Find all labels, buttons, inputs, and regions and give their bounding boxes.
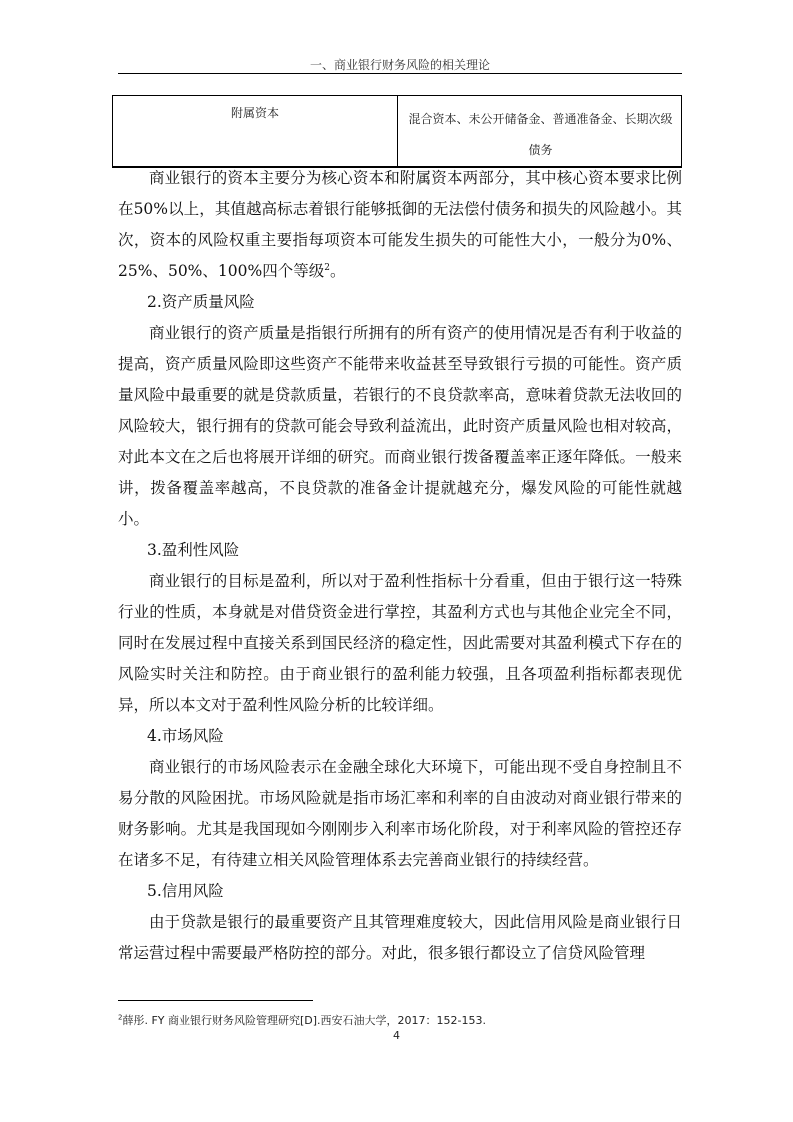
paragraph-credit-risk: 由于贷款是银行的最重要资产且其管理难度较大，因此信用风险是商业银行日常运营过程中需要最严格防控的部分。对此，很多银行都设立了信贷风险管理 [118, 913, 682, 962]
body-text [118, 163, 682, 969]
footnote-rule [118, 1000, 313, 1001]
table-cell-value-line1: 混合资本、未公开储备金、普通准备金、长期次级 [408, 112, 673, 126]
table-cell-value-line2: 债务 [528, 143, 553, 157]
paragraph-capital-end: 。 [329, 262, 346, 280]
footnote-text: 薛彤. FY 商业银行财务风险管理研究[D].西安石油大学，2017：152-153. [122, 1014, 487, 1027]
section-heading-credit-risk: 5.信用风险 [147, 882, 224, 900]
paragraph-capital [118, 163, 682, 287]
section-heading-market-risk: 4.市场风险 [147, 727, 224, 745]
running-header: 一、商业银行财务风险的相关理论 [309, 58, 490, 72]
paragraph-profitability: 商业银行的目标是盈利，所以对于盈利性指标十分看重，但由于银行这一特殊行业的性质，本身就是对借贷资金进行掌控，其盈利方式也与其他企业完全不同，同时在发展过程中直接关系到国民经济的稳定性，因此需要对其盈利模式下存在的风险实时关注和防控。由于商业银行的盈利能力较强，且各项盈利指标都表现优异，所以本文对于盈利性风险分析的比较详细。 [118, 572, 682, 714]
footnote-ref: 2 [324, 262, 330, 273]
page-number: 4 [393, 1029, 400, 1042]
paragraph-market-risk: 商业银行的市场风险表示在金融全球化大环境下，可能出现不受自身控制且不易分散的风险困扰。市场风险就是指市场汇率和利率的自由波动对商业银行带来的财务影响。尤其是我国现如今刚刚步入利率市场化阶段，对于利率风险的管控还存在诸多不足，有待建立相关风险管理体系去完善商业银行的持续经营。 [118, 758, 682, 869]
footnote-marker: 2 [118, 1013, 123, 1022]
section-heading-asset-quality: 2.资产质量风险 [147, 293, 255, 311]
footnote [118, 1012, 486, 1028]
table-cell-label: 附属资本 [113, 96, 398, 168]
capital-table-fragment [112, 95, 682, 168]
paragraph-capital-text: 商业银行的资本主要分为核心资本和附属资本两部分，其中核心资本要求比例在50%以上，其值越高标志着银行能够抵御的无法偿付债务和损失的风险越小。其次，资本的风险权重主要指每项资本可能发生损失的可能性大小，一般分为0%、25%、50%、100%四个等级 [118, 169, 682, 280]
section-heading-profitability: 3.盈利性风险 [147, 541, 240, 559]
paragraph-asset-quality: 商业银行的资产质量是指银行所拥有的所有资产的使用情况是否有利于收益的提高，资产质量风险即这些资产不能带来收益甚至导致银行亏损的可能性。资产质量风险中最重要的就是贷款质量，若银行的不良贷款率高，意味着贷款无法收回的风险较大，银行拥有的贷款可能会导致利益流出，此时资产质量风险也相对较高，对此本文在之后也将展开详细的研究。而商业银行拨备覆盖率正逐年降低。一般来讲，拨备覆盖率越高，不良贷款的准备金计提就越充分，爆发风险的可能性就越小。 [118, 324, 682, 528]
header-rule [118, 73, 682, 74]
table-cell-value [398, 96, 682, 168]
table-row [113, 96, 682, 168]
